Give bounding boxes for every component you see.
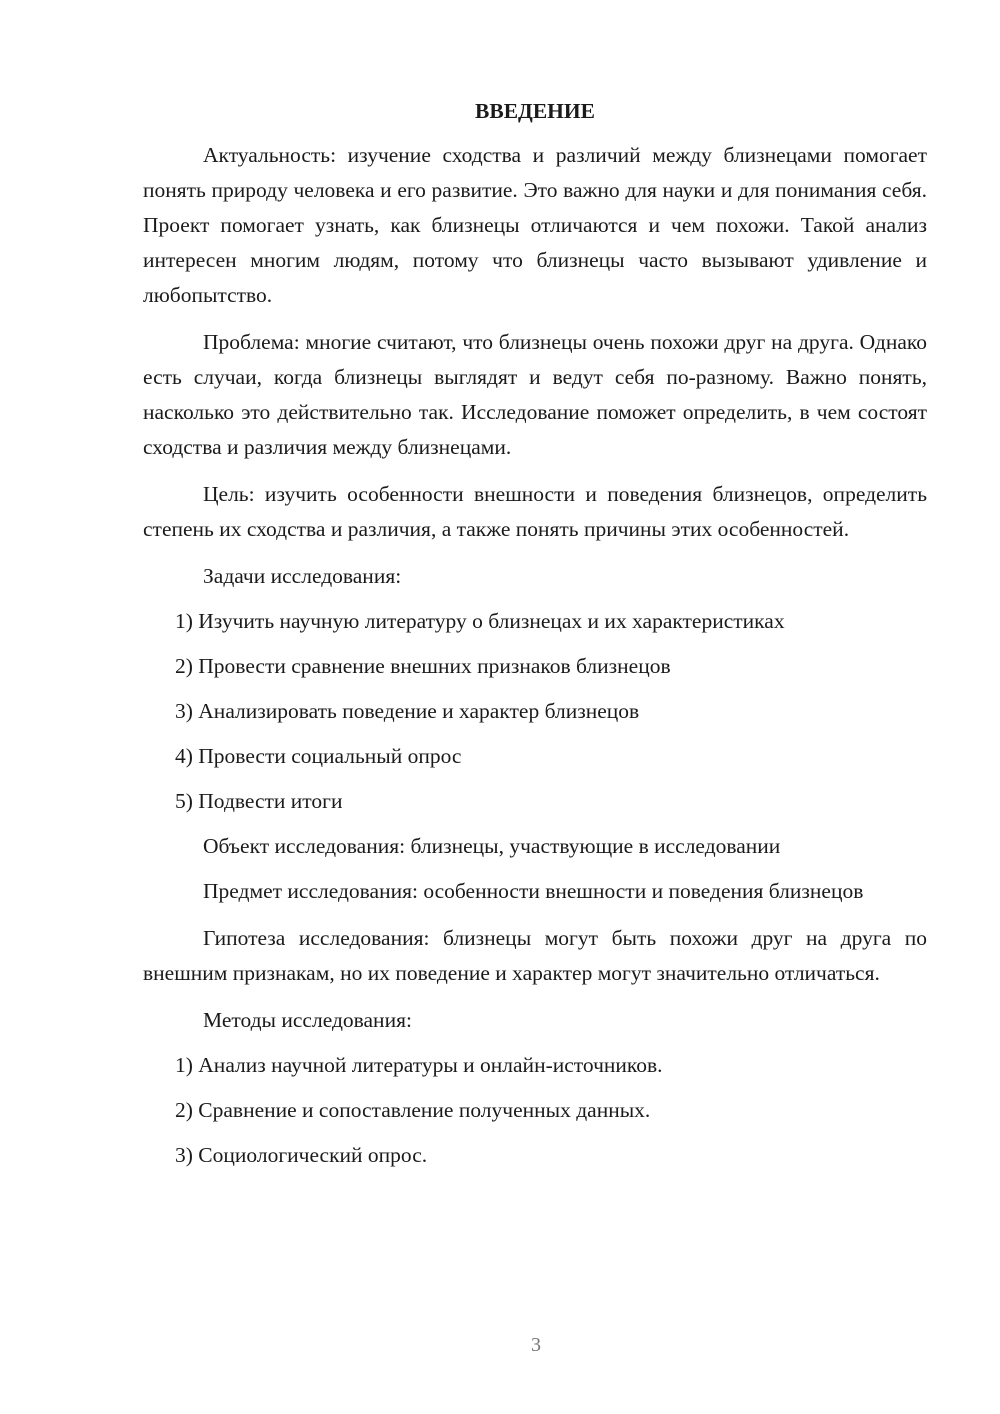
list-item: 2) Сравнение и сопоставление полученных данных.	[175, 1098, 651, 1122]
subject-paragraph: Предмет исследования: особенности внешности и поведения близнецов	[203, 879, 864, 903]
object-paragraph: Объект исследования: близнецы, участвующие в исследовании	[203, 834, 781, 858]
list-item: 2) Провести сравнение внешних признаков близнецов	[175, 654, 671, 678]
tasks-list	[143, 604, 927, 819]
problem-paragraph: Проблема: многие считают, что близнецы очень похожи друг на друга. Однако есть случаи, когда близнецы выглядят и ведут себя по-разному. Важно понять, насколько это действительно так. Исследование поможет определить, в чем состоят сходства и различия между близнецами.	[143, 330, 927, 459]
hypothesis-paragraph: Гипотеза исследования: близнецы могут быть похожи друг на друга по внешним признакам, но их поведение и характер могут значительно отличаться.	[143, 926, 927, 985]
list-item: 5) Подвести итоги	[175, 789, 343, 813]
list-item: 3) Анализировать поведение и характер близнецов	[175, 699, 640, 723]
relevance-paragraph: Актуальность: изучение сходства и различий между близнецами помогает понять природу человека и его развитие. Это важно для науки и для понимания себя. Проект помогает узнать, как близнецы отличаются и чем похожи. Такой анализ интересен многим людям, потому что близнецы часто вызывают удивление и любопытство.	[143, 143, 927, 307]
list-item: 1) Анализ научной литературы и онлайн-источников.	[175, 1053, 663, 1077]
page-number: 3	[531, 1334, 541, 1356]
methods-heading: Методы исследования:	[203, 1008, 412, 1032]
list-item: 1) Изучить научную литературу о близнецах и их характеристиках	[175, 609, 785, 633]
list-item: 3) Социологический опрос.	[175, 1143, 428, 1167]
list-item: 4) Провести социальный опрос	[175, 744, 462, 768]
section-title: ВВЕДЕНИЕ	[475, 99, 595, 123]
goal-paragraph: Цель: изучить особенности внешности и поведения близнецов, определить степень их сходства и различия, а также понять причины этих особенностей.	[143, 482, 927, 541]
tasks-heading: Задачи исследования:	[203, 564, 402, 588]
methods-list	[143, 1048, 927, 1173]
document-body	[143, 96, 927, 1183]
